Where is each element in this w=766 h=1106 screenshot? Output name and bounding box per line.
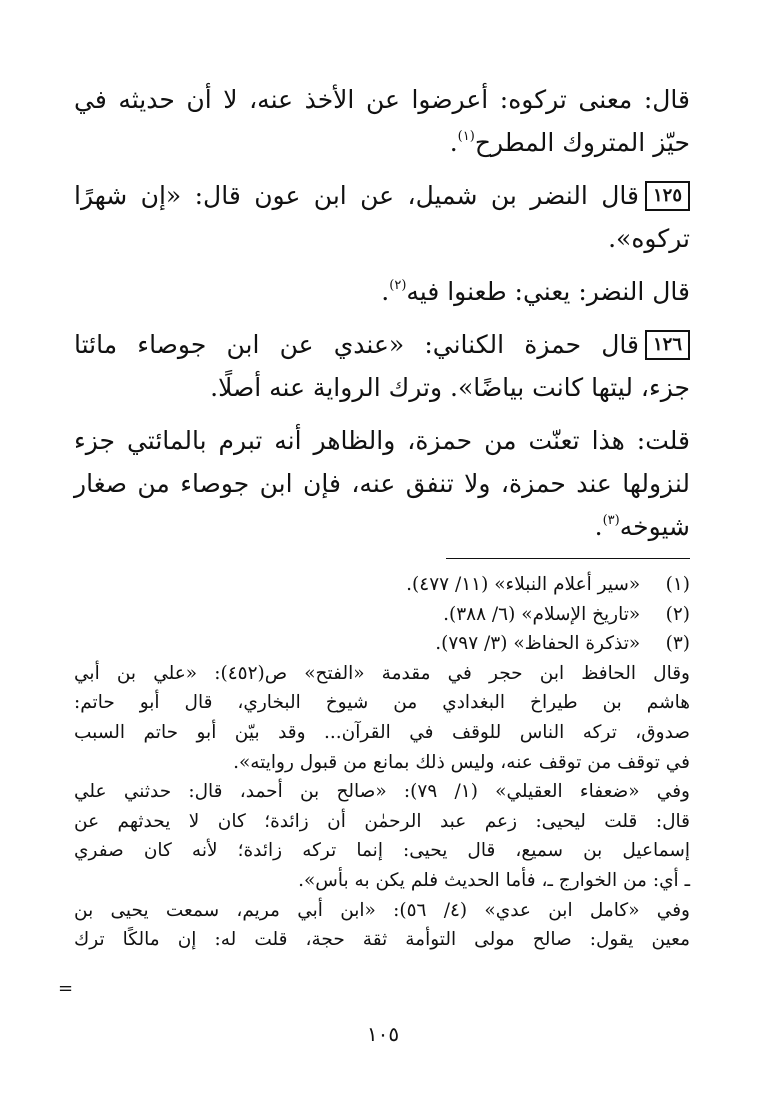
footnote-line: وفي «كامل ابن عدي» (٤/ ٥٦): «ابن أبي مريم، سمعت يحيى بن	[74, 899, 690, 921]
footnote-line: ـ أي: من الخوارج ـ، فأما الحديث فلم يكن به بأس».	[298, 869, 690, 891]
footnote-text: «تذكرة الحفاظ» (٣/ ٧٩٧).	[435, 633, 641, 655]
footnote-ref: (٢)	[389, 278, 407, 293]
footnote-ref: (١)	[457, 129, 475, 144]
footnote-text: «سير أعلام النبلاء» (١١/ ٤٧٧).	[406, 574, 641, 595]
text-line: تركوه».	[608, 224, 690, 253]
footnote	[74, 600, 690, 630]
footnote-line: قال: قلت ليحيى: زعم عبد الرحمٰن أن زائدة؛ كان لا يحدثهم عن	[74, 810, 690, 832]
footnotes	[74, 570, 690, 955]
footnote-line: هاشم بن طيراخ البغدادي من شيوخ البخاري، قال أبو حاتم:	[74, 692, 690, 714]
footnote-line: صدوق، تركه الناس للوقف في القرآن... وقد بيّن أبو حاتم السبب	[74, 721, 690, 743]
footnote-number: (٣)	[665, 633, 690, 655]
footnote-line: في توقف من توقف عنه، وليس ذلك بمانع من قبول روايته».	[233, 751, 690, 773]
footnote	[74, 570, 690, 600]
main-text	[74, 78, 690, 548]
text-line: قال النضر: يعني: طعنوا فيه$^{(٢)}$.	[381, 277, 690, 306]
entry-number-box: ١٢٥	[645, 181, 690, 211]
footnote-number: (٢)	[665, 603, 690, 625]
footnote-ref: (٣)	[602, 513, 620, 528]
continuation-mark: =	[58, 978, 74, 999]
footnote-line: وقال الحافظ ابن حجر في مقدمة «الفتح» ص(٤٥٢): «علي بن أبي	[74, 662, 690, 684]
text-line: حيّز المتروك المطرح$^{(١)}$.	[449, 128, 690, 157]
text-line: ١٢٦قال حمزة الكناني: «عندي عن ابن جوصاء مائتا	[74, 323, 690, 366]
page-number: ١٠٥	[366, 1022, 400, 1046]
entry-number-box: ١٢٦	[645, 330, 690, 360]
footnote-line: معين يقول: صالح مولى التوأمة ثقة حجة، قلت له: إن مالكًا ترك	[74, 929, 690, 951]
footnote-separator	[446, 558, 690, 559]
text-line: قال: معنى تركوه: أعرضوا عن الأخذ عنه، لا أن حديثه في	[74, 85, 690, 114]
text-line: شيوخه$^{(٣)}$.	[594, 512, 690, 541]
footnote-number: (١)	[665, 574, 690, 595]
footnote-text: «تاريخ الإسلام» (٦/ ٣٨٨).	[443, 603, 641, 625]
text-line: ١٢٥قال النضر بن شميل، عن ابن عون قال: «إن شهرًا	[74, 174, 690, 217]
text-line: لنزولها عند حمزة، ولا تنفق عنه، فإن ابن جوصاء من صغار	[74, 469, 690, 498]
footnote	[74, 629, 690, 659]
footnote-line: إسماعيل بن سميع، قال يحيى: إنما تركه زائدة؛ لأنه كان صفري	[74, 840, 690, 862]
text-line: قلت: هذا تعنّت من حمزة، والظاهر أنه تبرم بالمائتي جزء	[74, 426, 690, 455]
footnote-line: وفي «ضعفاء العقيلي» (١/ ٧٩): «صالح بن أحمد، قال: حدثني علي	[74, 781, 690, 803]
text-line: جزء، ليتها كانت بياضًا». وترك الرواية عنه أصلًا.	[210, 373, 690, 402]
